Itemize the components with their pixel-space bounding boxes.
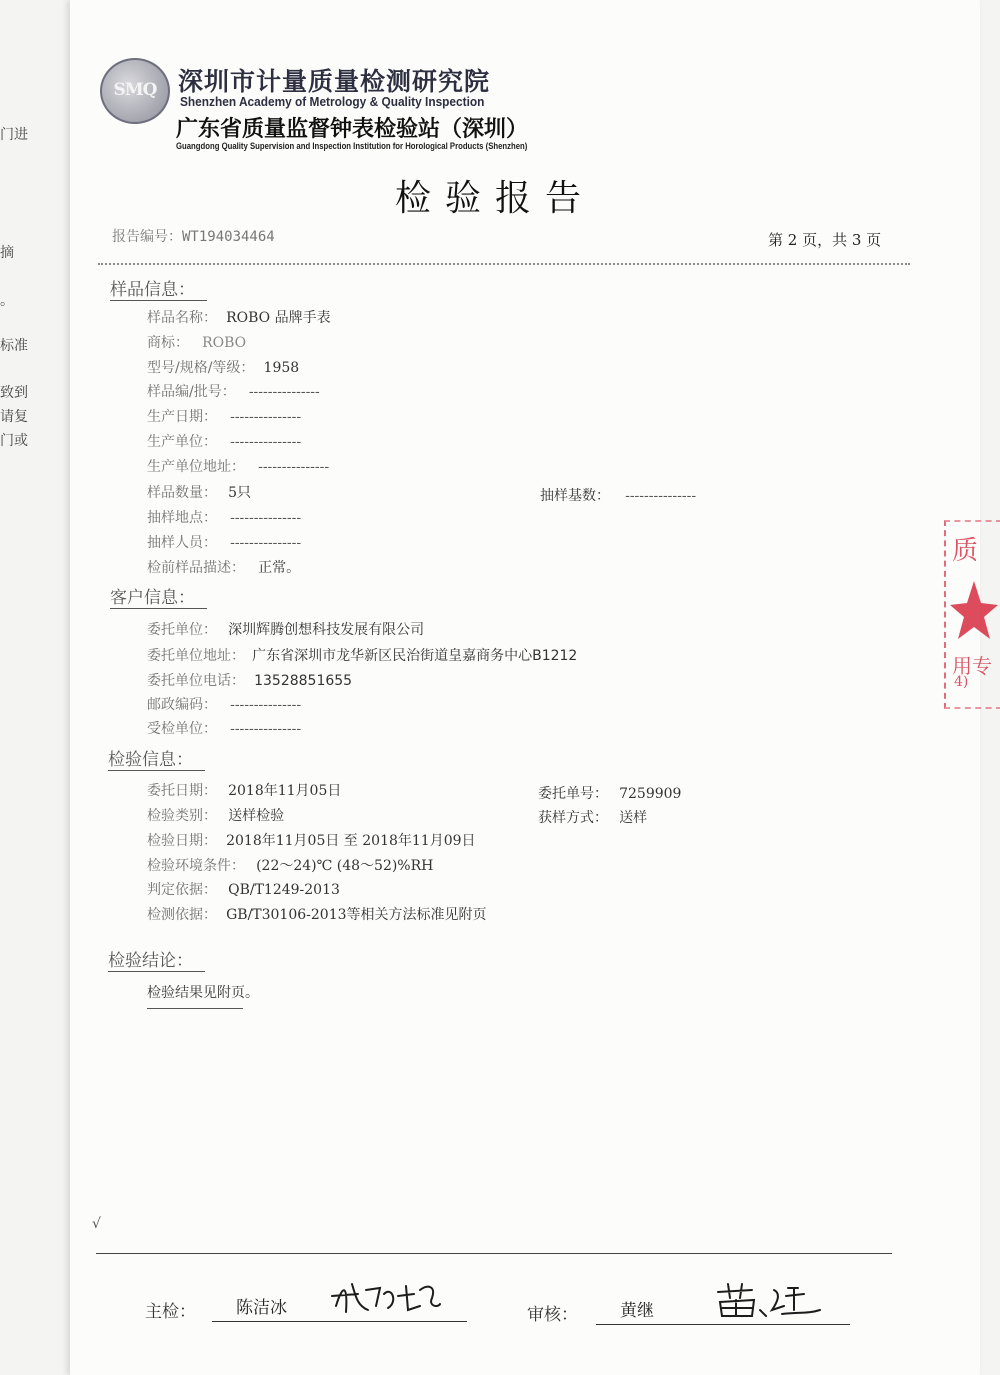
field-row <box>147 557 300 577</box>
inspector-name: 陈洁冰 <box>236 1298 287 1318</box>
field-value: 1958 <box>263 360 300 376</box>
field-value: --------------- <box>230 535 302 551</box>
field-row <box>147 532 301 552</box>
field-value: GB/T30106-2013等相关方法标准见附页 <box>226 907 487 923</box>
field-value: QB/T1249-2013 <box>228 882 340 898</box>
seal-star-icon <box>948 577 1000 645</box>
check-mark-icon: √ <box>92 1216 101 1232</box>
field-label: 生产单位： <box>147 434 217 450</box>
field-row <box>147 670 352 690</box>
field-value: 正常。 <box>258 560 301 576</box>
field-row <box>147 332 246 352</box>
station-name-en: Guangdong Quality Supervision and Inspection Institution for Horological Products (Shenzhen) <box>176 141 528 151</box>
prev-page-fragment: 标准 <box>0 338 28 354</box>
field-row <box>147 307 331 327</box>
field-row <box>147 694 301 714</box>
report-title: 检验报告 <box>395 178 596 219</box>
field-label: 商标： <box>147 335 189 351</box>
field-label: 抽样地点： <box>147 510 217 526</box>
field-row <box>147 507 301 527</box>
field-value: (22～24)℃ (48～52)%RH <box>256 858 434 874</box>
field-label: 检验类别： <box>147 808 217 824</box>
field-label: 检前样品描述： <box>147 560 245 576</box>
station-name-cn: 广东省质量监督钟表检验站（深圳） <box>176 117 529 142</box>
reviewer-label: 审核： <box>527 1305 578 1325</box>
seal-text: 用专 <box>952 654 992 678</box>
field-row <box>147 406 301 426</box>
field-label: 生产单位地址： <box>147 459 245 475</box>
prev-page-fragment: 门进 <box>0 127 28 143</box>
prev-page-fragment: 门或 <box>0 433 28 449</box>
field-label: 委托单位： <box>147 622 217 638</box>
field-row <box>147 482 251 502</box>
report-number-label: 报告编号： <box>112 229 182 245</box>
field-value: 7259909 <box>619 786 682 802</box>
field-label: 检验环境条件： <box>147 858 245 874</box>
field-value: 13528851655 <box>254 673 353 689</box>
section-title-inspection: 检验信息： <box>108 750 205 771</box>
official-seal <box>944 520 1000 709</box>
report-number-value: WT194034464 <box>182 229 275 245</box>
field-value: ROBO 品牌手表 <box>226 310 331 326</box>
logo-text: SMQ <box>113 80 157 100</box>
conclusion-value: 检验结果见附页。 <box>147 985 259 1001</box>
field-row <box>147 805 284 825</box>
prev-page-fragment: 请复 <box>0 409 28 425</box>
field-row <box>147 718 301 738</box>
smq-logo <box>100 58 170 124</box>
field-label: 获样方式： <box>538 810 608 826</box>
field-value: 2018年11月05日 至 2018年11月09日 <box>226 833 476 849</box>
field-label: 抽样人员： <box>147 535 217 551</box>
field-row <box>147 879 340 899</box>
field-row <box>538 807 647 827</box>
field-label: 判定依据： <box>147 882 217 898</box>
field-row <box>538 783 681 803</box>
field-label: 样品数量： <box>147 485 217 501</box>
field-row <box>147 830 476 850</box>
section-title-client: 客户信息： <box>110 588 207 609</box>
inspector-label: 主检： <box>145 1302 196 1322</box>
prev-page-fragment: 。 <box>0 293 14 309</box>
field-label: 检测依据： <box>147 907 217 923</box>
report-number <box>112 226 275 246</box>
field-value: 2018年11月05日 <box>228 783 342 799</box>
header-divider <box>98 263 910 265</box>
field-value: --------------- <box>230 721 302 737</box>
field-value: --------------- <box>230 697 302 713</box>
field-label: 生产日期： <box>147 409 217 425</box>
seal-text: 质 <box>952 536 979 566</box>
org-name-cn: 深圳市计量质量检测研究院 <box>178 67 491 96</box>
conclusion-text <box>147 982 259 1009</box>
field-value: 广东省深圳市龙华新区民治街道皇嘉商务中心B1212 <box>252 648 578 664</box>
reviewer-signature <box>712 1280 827 1322</box>
field-value: --------------- <box>230 434 302 450</box>
field-value: 深圳辉腾创想科技发展有限公司 <box>228 622 425 638</box>
reviewer-sign-line <box>596 1324 850 1325</box>
field-value: ROBO <box>202 335 247 351</box>
field-row <box>540 485 696 505</box>
inspector-signature <box>328 1276 443 1318</box>
field-label: 委托单位地址： <box>147 648 245 664</box>
field-row <box>147 381 320 401</box>
org-name-en: Shenzhen Academy of Metrology & Quality Inspection <box>180 95 485 109</box>
field-value: --------------- <box>230 409 302 425</box>
field-row <box>147 780 341 800</box>
field-label: 委托单位电话： <box>147 673 245 689</box>
field-label: 型号/规格/等级： <box>147 360 255 376</box>
field-row <box>147 619 424 639</box>
inspector-sign-line <box>212 1321 467 1322</box>
field-label: 样品编/批号： <box>147 384 236 400</box>
field-label: 受检单位： <box>147 721 217 737</box>
field-value: --------------- <box>248 384 320 400</box>
field-value: --------------- <box>625 488 697 504</box>
field-label: 检验日期： <box>147 833 217 849</box>
field-label: 抽样基数： <box>540 488 610 504</box>
field-value: 5只 <box>228 485 252 501</box>
field-row <box>147 357 299 377</box>
field-row <box>147 855 433 875</box>
field-row <box>147 904 487 924</box>
footer-divider <box>96 1253 892 1254</box>
field-label: 委托单号： <box>538 786 608 802</box>
field-row <box>147 645 577 665</box>
prev-page-fragment: 致到 <box>0 385 28 401</box>
field-label: 邮政编码： <box>147 697 217 713</box>
field-row <box>147 431 301 451</box>
field-label: 样品名称： <box>147 310 217 326</box>
field-row <box>147 456 329 476</box>
page-indicator: 第 2 页，共 3 页 <box>768 231 882 249</box>
seal-text: 4) <box>954 674 969 690</box>
field-value: 送样检验 <box>228 808 285 824</box>
reviewer-name: 黄继 <box>620 1301 654 1321</box>
prev-page-fragment: 摘 <box>0 245 14 261</box>
field-label: 委托日期： <box>147 783 217 799</box>
section-title-conclusion: 检验结论： <box>108 951 205 972</box>
field-value: --------------- <box>230 510 302 526</box>
field-value: 送样 <box>619 810 648 826</box>
field-value: --------------- <box>258 459 330 475</box>
section-title-sample: 样品信息： <box>110 280 207 301</box>
